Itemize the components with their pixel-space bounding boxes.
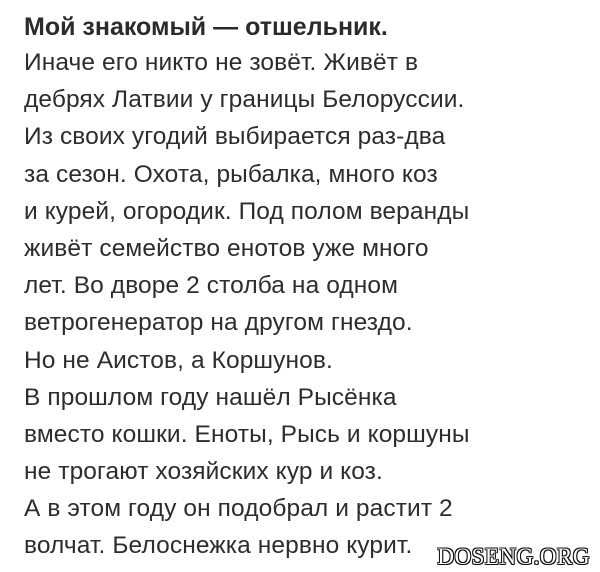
text-line: лет. Во дворе 2 столба на одном — [24, 272, 399, 300]
text-line: не трогают хозяйских кур и коз. — [24, 458, 383, 486]
text-line: за сезон. Охота, рыбалка, много коз — [24, 160, 438, 188]
post-body — [24, 44, 596, 565]
text-line: волчат. Белоснежка нервно курит. — [24, 532, 413, 560]
text-line: ветрогенератор на другом гнездо. — [24, 309, 413, 337]
post-text — [24, 10, 596, 565]
text-line: В прошлом году нашёл Рысёнка — [24, 383, 397, 411]
text-line: Из своих угодий выбирается раз-два — [24, 123, 446, 151]
text-line: живёт семейство енотов уже много — [24, 234, 429, 262]
text-line: А в этом году он подобрал и растит 2 — [24, 495, 453, 523]
text-line: дебрях Латвии у границы Белоруссии. — [24, 86, 465, 114]
text-line: и курей, огородик. Под полом веранды — [24, 197, 470, 225]
watermark: DOSENG.ORG — [437, 544, 590, 569]
post-title: Мой знакомый — отшельник. — [24, 13, 388, 41]
text-line: Но не Аистов, а Коршунов. — [24, 346, 333, 374]
text-line: Иначе его никто не зовёт. Живёт в — [24, 49, 419, 76]
text-line: вместо кошки. Еноты, Рысь и коршуны — [24, 420, 470, 448]
